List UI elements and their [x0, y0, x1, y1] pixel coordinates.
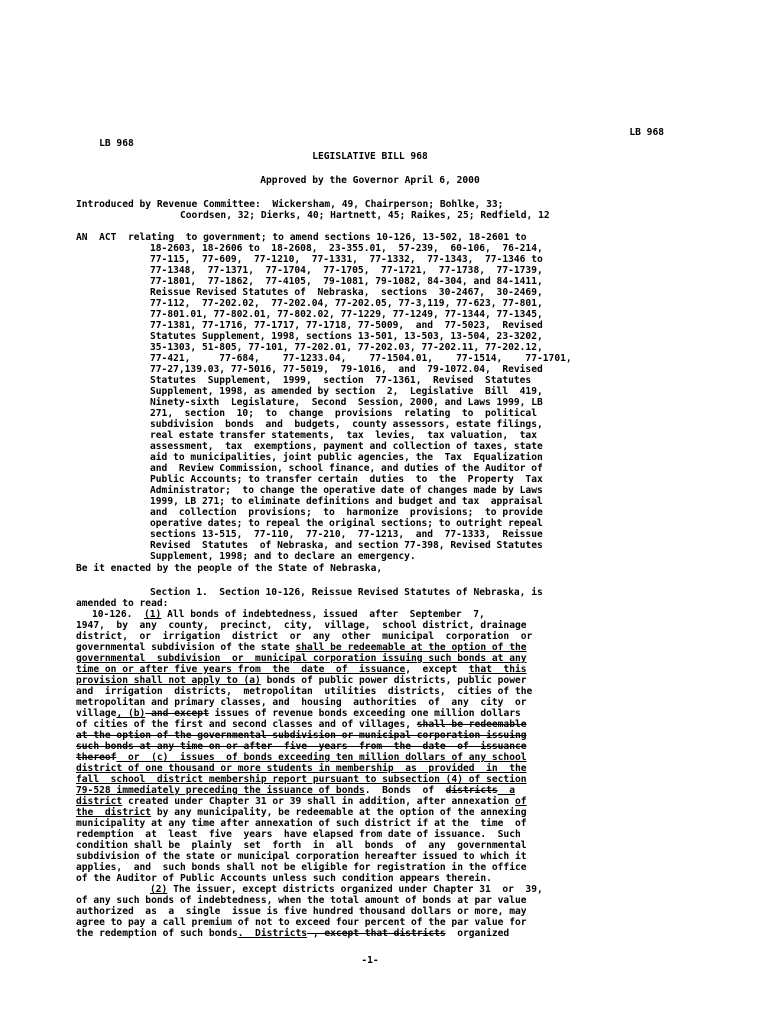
act-line: and collection provisions; to harmonize provisions; to provide: [150, 507, 543, 518]
deleted-text: at the option of the governmental subdivision or municipal corporation issuing: [76, 730, 527, 741]
inserted-text: the district: [76, 807, 152, 818]
header-left: LB 968: [99, 138, 134, 150]
act-line: Administrator; to change the operative date of changes made by Laws: [150, 485, 543, 496]
body-line: agree to pay a call premium of not to exceed four percent of the par value for: [76, 917, 527, 928]
inserted-text: district: [76, 796, 123, 807]
act-line: and Review Commission, school finance, and duties of the Auditor of: [150, 463, 543, 474]
body-line: (2) The issuer, except districts organized under Chapter 31 or 39,: [150, 884, 543, 895]
body-line: subdivision of the state or municipal corporation hereafter issued to which it: [76, 851, 527, 862]
body-line: the district by any municipality, be redeemable at the option of the annexing: [76, 807, 527, 818]
inserted-text: time on or after five years from the date of issuance: [76, 664, 406, 675]
act-line: 77-421, 77-684, 77-1233.04, 77-1504.01, 77-1514, 77-1701,: [150, 353, 572, 364]
body-line: provision shall not apply to (a) bonds of public power districts, public power: [76, 675, 527, 686]
act-line: aid to municipalities, joint public agencies, the Tax Equalization: [150, 452, 543, 463]
body-line: metropolitan and primary classes, and housing authorities of any city or: [76, 697, 527, 708]
body-line: municipality at any time after annexation of such district if at the time of: [76, 818, 527, 829]
act-line: Supplement, 1998, as amended by section 2, Legislative Bill 419,: [150, 386, 543, 397]
bill-title: LEGISLATIVE BILL 968: [312, 151, 428, 162]
deleted-text: shall be redeemable: [416, 719, 527, 730]
deleted-text: thereof: [76, 752, 117, 763]
body-line: applies, and such bonds shall not be eligible for registration in the office: [76, 862, 527, 873]
inserted-text: , (b): [116, 708, 146, 719]
header-row: [76, 127, 664, 173]
inserted-text: governmental subdivision or municipal corporation issuing such bonds at any: [76, 653, 527, 664]
approval-line: Approved by the Governor April 6, 2000: [260, 175, 480, 186]
section-heading: Section 1. Section 10-126, Reissue Revised Statutes of Nebraska, is: [150, 587, 543, 598]
act-line: Public Accounts; to transfer certain duties to the Property Tax: [150, 474, 543, 485]
body-line: [76, 653, 664, 664]
act-line: 77-27,139.03, 77-5016, 77-5019, 79-1016, and 79-1072.04, Revised: [150, 364, 543, 375]
body-line: [76, 741, 664, 752]
body-line: of cities of the first and second classes and of villages, shall be redeemable: [76, 719, 527, 730]
act-line: 1999, LB 271; to eliminate definitions and budget and tax appraisal: [150, 496, 543, 507]
act-line: Statutes Supplement, 1999, section 77-1361, Revised Statutes: [150, 375, 532, 386]
act-line: operative dates; to repeal the original sections; to outright repeal: [150, 518, 543, 529]
body-line: district, or irrigation district or any other municipal corporation or: [76, 631, 533, 642]
deleted-text: , except that districts: [307, 928, 446, 939]
act-line: Revised Statutes of Nebraska, and section 77-398, Revised Statutes: [150, 540, 543, 551]
inserted-text: 79-528 immediately preceding the issuance of bonds: [76, 785, 365, 796]
act-line: 35-1303, 51-805, 77-101, 77-202.01, 77-202.03, 77-202.11, 77-202.12,: [150, 342, 543, 353]
body-line: of any such bonds of indebtedness, when the total amount of bonds at par value: [76, 895, 527, 906]
body-line: the redemption of such bonds. Districts , except that districts organized: [76, 928, 510, 939]
inserted-text: or (c) issues of bonds exceeding ten million dollars of any school: [116, 752, 527, 763]
introduced-line: Coordsen, 32; Dierks, 40; Hartnett, 45; Raikes, 25; Redfield, 12: [180, 210, 550, 221]
body-line: 10-126. (1) All bonds of indebtedness, issued after September 7,: [92, 609, 485, 620]
body-line: [76, 752, 664, 763]
inserted-text: shall be redeemable at the option of the: [295, 642, 527, 653]
act-line: 271, section 10; to change provisions relating to political: [150, 408, 537, 419]
act-line: AN ACT relating to government; to amend sections 10-126, 13-502, 18-2601 to: [76, 232, 527, 243]
body-line: 79-528 immediately preceding the issuance of bonds. Bonds of districts a: [76, 785, 515, 796]
deleted-text: such bonds at any time on or after five years from the date of issuance: [76, 741, 527, 752]
inserted-text: a: [497, 785, 515, 796]
inserted-text: (2): [150, 884, 168, 895]
act-line: Statutes Supplement, 1998, sections 13-501, 13-503, 13-504, 23-3202,: [150, 331, 543, 342]
deleted-text: districts: [445, 785, 498, 796]
act-line: subdivision bonds and budgets, county assessors, estate filings,: [150, 419, 543, 430]
act-line: 77-112, 77-202.02, 77-202.04, 77-202.05, 77-3,119, 77-623, 77-801,: [150, 298, 543, 309]
inserted-text: district of one thousand or more students in membership as provided in the: [76, 763, 527, 774]
inserted-text: (1): [143, 609, 162, 620]
act-line: real estate transfer statements, tax levies, tax valuation, tax: [150, 430, 537, 441]
act-line: 18-2603, 18-2606 to 18-2608, 23-355.01, 57-239, 60-106, 76-214,: [150, 243, 543, 254]
body-line: redemption at least five years have elapsed from date of issuance. Such: [76, 829, 521, 840]
body-line: 1947, by any county, precinct, city, village, school district, drainage: [76, 620, 527, 631]
inserted-text: of: [514, 796, 527, 807]
act-line: 77-1381, 77-1716, 77-1717, 77-1718, 77-5009, and 77-5023, Revised: [150, 320, 543, 331]
act-line: 77-115, 77-609, 77-1210, 77-1331, 77-1332, 77-1343, 77-1346 to: [150, 254, 543, 265]
act-line: assessment, tax exemptions, payment and collection of taxes, state: [150, 441, 543, 452]
inserted-text: that this: [468, 664, 527, 675]
act-line: Ninety-sixth Legislature, Second Session, 2000, and Laws 1999, LB: [150, 397, 543, 408]
act-line: 77-1801, 77-1862, 77-4105, 79-1081, 79-1082, 84-304, and 84-1411,: [150, 276, 543, 287]
body-line: condition shall be plainly set forth in all bonds of any governmental: [76, 840, 527, 851]
inserted-text: fall school district membership report pursuant to subsection (4) of section: [76, 774, 527, 785]
body-line: time on or after five years from the date of issuance, except that this: [76, 664, 527, 675]
act-line: Supplement, 1998; and to declare an emergency.: [150, 551, 416, 562]
page-number: -1-: [361, 955, 379, 966]
enacting-clause: Be it enacted by the people of the State of Nebraska,: [76, 563, 383, 574]
act-line: sections 13-515, 77-110, 77-210, 77-1213, and 77-1333, Reissue: [150, 529, 543, 540]
inserted-text: . Districts: [237, 928, 308, 939]
body-line: [76, 763, 664, 774]
deleted-text: and except: [145, 708, 209, 719]
body-line: authorized as a single issue is five hundred thousand dollars or more, may: [76, 906, 527, 917]
introduced-line: Introduced by Revenue Committee: Wickersham, 49, Chairperson; Bohlke, 33;: [76, 199, 504, 210]
act-line: Reissue Revised Statutes of Nebraska, sections 30-2467, 30-2469,: [150, 287, 543, 298]
body-line: district created under Chapter 31 or 39 shall in addition, after annexation of: [76, 796, 527, 807]
inserted-text: provision shall not apply to (a): [76, 675, 261, 686]
act-line: 77-1348, 77-1371, 77-1704, 77-1705, 77-1721, 77-1738, 77-1739,: [150, 265, 543, 276]
body-line: [76, 774, 664, 785]
section-heading: amended to read:: [76, 598, 169, 609]
body-line: governmental subdivision of the state shall be redeemable at the option of the: [76, 642, 527, 653]
body-line: [76, 730, 664, 741]
act-line: 77-801.01, 77-802.01, 77-802.02, 77-1229, 77-1249, 77-1344, 77-1345,: [150, 309, 543, 320]
body-line: and irrigation districts, metropolitan utilities districts, cities of the: [76, 686, 533, 697]
body-line: of the Auditor of Public Accounts unless such condition appears therein.: [76, 873, 492, 884]
body-line: village, (b) and except issues of revenue bonds exceeding one million dollars: [76, 708, 521, 719]
header-right: LB 968: [629, 127, 664, 138]
